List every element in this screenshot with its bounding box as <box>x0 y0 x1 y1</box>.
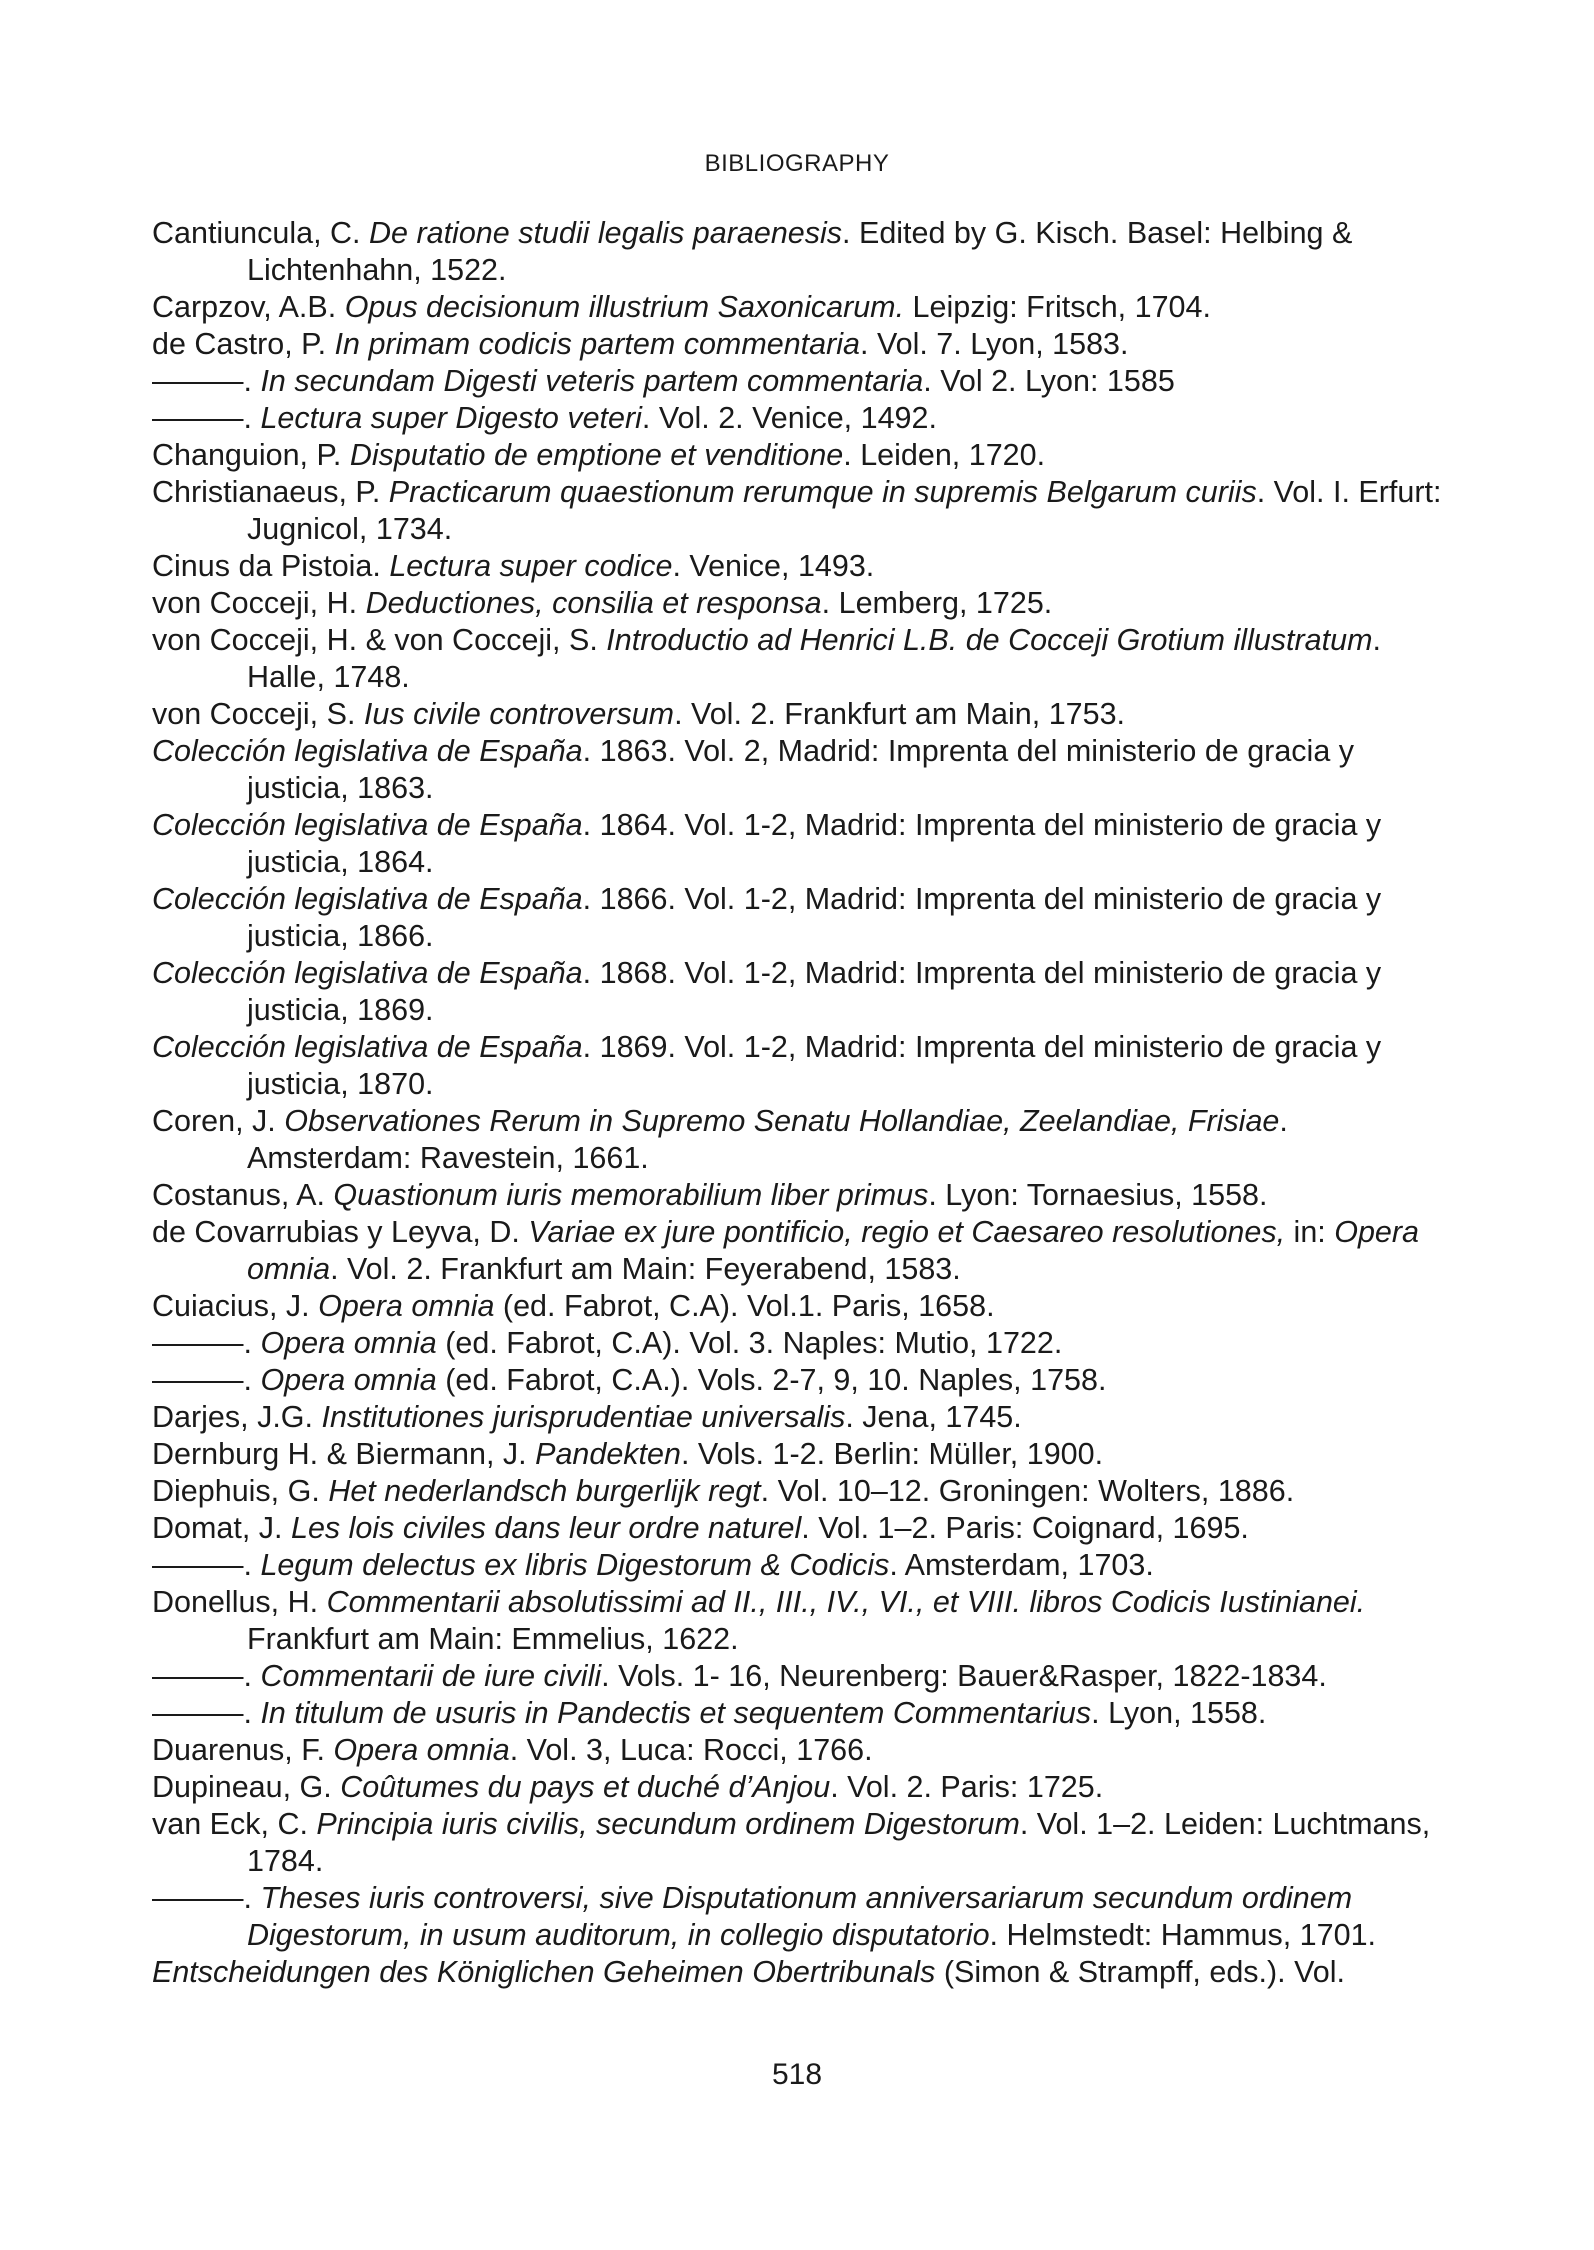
bibliography-entry <box>152 955 1452 1029</box>
entry-text: in: <box>1285 1215 1335 1249</box>
bibliography-entry <box>152 215 1452 289</box>
bibliography-entry <box>152 1880 1452 1954</box>
entry-text: ———. <box>152 401 261 435</box>
entry-title: Observationes Rerum in Supremo Senatu Hollandiae, Zeelandiae, Frisiae <box>284 1104 1280 1138</box>
entry-text: . 1866. Vol. 1-2, Madrid: Imprenta del ministerio de gracia y justicia, 1866. <box>247 882 1382 953</box>
entry-text: . Helmstedt: Hammus, 1701. <box>989 1918 1377 1952</box>
entry-text: . Amsterdam, 1703. <box>889 1548 1154 1582</box>
entry-text: . Vol. 1–2. Leiden: Luchtmans, 1784. <box>247 1807 1431 1878</box>
bibliography-entry <box>152 1436 1452 1473</box>
entry-title: Colección legislativa de España <box>152 1030 583 1064</box>
bibliography-entry <box>152 622 1452 696</box>
entry-title: Opera omnia <box>260 1326 437 1360</box>
bibliography-entry <box>152 437 1452 474</box>
bibliography-entry <box>152 1103 1452 1177</box>
entry-title: Colección legislativa de España <box>152 808 583 842</box>
entry-title: Practicarum quaestionum rerumque in supremis Belgarum curiis <box>388 475 1257 509</box>
entry-text: . Amsterdam: Ravestein, 1661. <box>247 1104 1288 1175</box>
entry-text: (ed. Fabrot, C.A). Vol. 3. Naples: Mutio, 1722. <box>436 1326 1063 1360</box>
entry-title: Introductio ad Henrici L.B. de Cocceji Grotium illustratum <box>606 623 1373 657</box>
entry-text: Costanus, A. <box>152 1178 334 1212</box>
bibliography-entry <box>152 363 1452 400</box>
bibliography-list <box>152 215 1452 1991</box>
bibliography-entry <box>152 585 1452 622</box>
entry-text: ———. <box>152 1548 261 1582</box>
entry-text: . 1869. Vol. 1-2, Madrid: Imprenta del ministerio de gracia y justicia, 1870. <box>247 1030 1382 1101</box>
entry-title: Deductiones, consilia et responsa <box>365 586 822 620</box>
entry-text: Frankfurt am Main: Emmelius, 1622. <box>247 1622 739 1656</box>
bibliography-entry <box>152 1732 1452 1769</box>
entry-text: . Vol. 2. Frankfurt am Main: Feyerabend, 1583. <box>330 1252 961 1286</box>
entry-text: ———. <box>152 364 261 398</box>
entry-text: . Leiden, 1720. <box>843 438 1046 472</box>
entry-title: Variae ex jure pontificio, regio et Caesareo resolutiones, <box>528 1215 1286 1249</box>
entry-text: (ed. Fabrot, C.A.). Vols. 2-7, 9, 10. Naples, 1758. <box>436 1363 1107 1397</box>
entry-title: Lectura super codice <box>389 549 673 583</box>
entry-text: ———. <box>152 1363 261 1397</box>
entry-title: Opus decisionum illustrium Saxonicarum. <box>344 290 905 324</box>
entry-text: . Lyon: Tornaesius, 1558. <box>928 1178 1268 1212</box>
entry-text: Carpzov, A.B. <box>152 290 345 324</box>
bibliography-entry <box>152 1584 1452 1658</box>
bibliography-entry <box>152 1695 1452 1732</box>
entry-title: Opera omnia <box>260 1363 437 1397</box>
entry-text: ———. <box>152 1659 261 1693</box>
entry-text: . 1863. Vol. 2, Madrid: Imprenta del ministerio de gracia y justicia, 1863. <box>247 734 1355 805</box>
entry-text: . Vol. 2. Paris: 1725. <box>830 1770 1104 1804</box>
bibliography-entry <box>152 733 1452 807</box>
entry-title: Colección legislativa de España <box>152 734 583 768</box>
entry-text: de Castro, P. <box>152 327 335 361</box>
entry-text: . 1868. Vol. 1-2, Madrid: Imprenta del ministerio de gracia y justicia, 1869. <box>247 956 1382 1027</box>
entry-title: Pandekten <box>535 1437 681 1471</box>
entry-title: Commentarii de iure civili <box>260 1659 602 1693</box>
entry-text: van Eck, C. <box>152 1807 317 1841</box>
entry-text: . Jena, 1745. <box>845 1400 1022 1434</box>
entry-title: Coûtumes du pays et duché d’Anjou <box>340 1770 831 1804</box>
entry-text: Leipzig: Fritsch, 1704. <box>904 290 1211 324</box>
entry-text: ———. <box>152 1696 261 1730</box>
entry-text: Dupineau, G. <box>152 1770 341 1804</box>
entry-title: Het nederlandsch burgerlijk regt <box>328 1474 761 1508</box>
entry-title: In titulum de usuris in Pandectis et sequentem Commentarius <box>260 1696 1092 1730</box>
entry-title: Quastionum iuris memorabilium liber primus <box>333 1178 929 1212</box>
bibliography-entry <box>152 1806 1452 1880</box>
bibliography-entry <box>152 1769 1452 1806</box>
entry-text: Christianaeus, P. <box>152 475 389 509</box>
entry-text: Cinus da Pistoia. <box>152 549 390 583</box>
entry-title: Colección legislativa de España <box>152 882 583 916</box>
running-head: BIBLIOGRAPHY <box>704 150 890 177</box>
entry-text: . Vol. I. Erfurt: Jugnicol, 1734. <box>247 475 1442 546</box>
bibliography-entry <box>152 1473 1452 1510</box>
entry-text: ———. <box>152 1881 261 1915</box>
entry-text: Coren, J. <box>152 1104 285 1138</box>
bibliography-entry <box>152 1288 1452 1325</box>
bibliography-entry <box>152 1177 1452 1214</box>
entry-text: ———. <box>152 1326 261 1360</box>
bibliography-entry <box>152 289 1452 326</box>
entry-text: Duarenus, F. <box>152 1733 334 1767</box>
entry-text: . Vols. 1- 16, Neurenberg: Bauer&Rasper, 1822-1834. <box>601 1659 1327 1693</box>
bibliography-entry <box>152 1029 1452 1103</box>
entry-title: Institutiones jurisprudentiae universalis <box>321 1400 846 1434</box>
entry-text: Cantiuncula, C. <box>152 216 369 250</box>
entry-title: Les lois civiles dans leur ordre naturel <box>290 1511 802 1545</box>
entry-text: . Vols. 1-2. Berlin: Müller, 1900. <box>680 1437 1104 1471</box>
entry-title: Entscheidungen des Königlichen Geheimen Obertribunals <box>152 1955 936 1989</box>
entry-title: Disputatio de emptione et venditione <box>349 438 844 472</box>
bibliography-entry <box>152 548 1452 585</box>
bibliography-entry <box>152 1954 1452 1991</box>
bibliography-entry <box>152 1214 1452 1288</box>
entry-text: von Cocceji, H. <box>152 586 366 620</box>
entry-title: Theses iuris controversi, sive Disputationum anniversariarum secundum ordinem Digestorum, in usum auditorum, in collegio disputatorio <box>247 1881 1353 1952</box>
entry-text: . Vol. 7. Lyon, 1583. <box>860 327 1129 361</box>
bibliography-entry <box>152 807 1452 881</box>
entry-title: Commentarii absolutissimi ad II., III., IV., VI., et VIII. libros Codicis Iustinianei. <box>326 1585 1366 1619</box>
bibliography-entry <box>152 326 1452 363</box>
bibliography-entry <box>152 1325 1452 1362</box>
entry-text: . Edited by G. Kisch. Basel: Helbing & Lichtenhahn, 1522. <box>247 216 1353 287</box>
entry-text: von Cocceji, H. & von Cocceji, S. <box>152 623 607 657</box>
entry-text: . Lyon, 1558. <box>1091 1696 1267 1730</box>
entry-text: . Vol. 2. Venice, 1492. <box>641 401 937 435</box>
entry-text: Diephuis, G. <box>152 1474 329 1508</box>
entry-text: . Lemberg, 1725. <box>821 586 1053 620</box>
entry-text: (Simon & Strampff, eds.). Vol. <box>935 1955 1345 1989</box>
entry-title: Opera omnia <box>333 1733 510 1767</box>
bibliography-entry <box>152 1399 1452 1436</box>
bibliography-entry <box>152 1547 1452 1584</box>
entry-title: Legum delectus ex libris Digestorum & Codicis <box>260 1548 890 1582</box>
bibliography-entry <box>152 474 1452 548</box>
entry-text: . Vol. 10–12. Groningen: Wolters, 1886. <box>760 1474 1295 1508</box>
bibliography-entry <box>152 1658 1452 1695</box>
entry-text: Domat, J. <box>152 1511 291 1545</box>
entry-text: . 1864. Vol. 1-2, Madrid: Imprenta del ministerio de gracia y justicia, 1864. <box>247 808 1382 879</box>
entry-text: Dernburg H. & Biermann, J. <box>152 1437 536 1471</box>
entry-title: Lectura super Digesto veteri <box>260 401 642 435</box>
entry-title: Opera omnia <box>247 1215 1420 1286</box>
entry-text: . Vol 2. Lyon: 1585 <box>923 364 1175 398</box>
entry-text: de Covarrubias y Leyva, D. <box>152 1215 529 1249</box>
entry-text: . Vol. 3, Luca: Rocci, 1766. <box>509 1733 873 1767</box>
entry-title: Opera omnia <box>318 1289 495 1323</box>
entry-title: In secundam Digesti veteris partem commentaria <box>260 364 924 398</box>
entry-title: Principia iuris civilis, secundum ordinem Digestorum <box>316 1807 1020 1841</box>
entry-title: Colección legislativa de España <box>152 956 583 990</box>
entry-text: von Cocceji, S. <box>152 697 364 731</box>
bibliography-entry <box>152 1362 1452 1399</box>
entry-title: De ratione studii legalis paraenesis <box>369 216 843 250</box>
bibliography-entry <box>152 881 1452 955</box>
entry-text: (ed. Fabrot, C.A). Vol.1. Paris, 1658. <box>494 1289 995 1323</box>
entry-text: . Venice, 1493. <box>672 549 875 583</box>
entry-text: Darjes, J.G. <box>152 1400 322 1434</box>
bibliography-entry <box>152 400 1452 437</box>
entry-text: . Vol. 2. Frankfurt am Main, 1753. <box>674 697 1126 731</box>
entry-text: Donellus, H. <box>152 1585 327 1619</box>
entry-text: . Halle, 1748. <box>247 623 1381 694</box>
entry-text: . Vol. 1–2. Paris: Coignard, 1695. <box>801 1511 1249 1545</box>
entry-text: Cuiacius, J. <box>152 1289 319 1323</box>
bibliography-entry <box>152 1510 1452 1547</box>
bibliography-entry <box>152 696 1452 733</box>
entry-text: Changuion, P. <box>152 438 350 472</box>
page-number: 518 <box>771 2058 823 2091</box>
entry-title: In primam codicis partem commentaria <box>334 327 860 361</box>
entry-title: Ius civile controversum <box>363 697 675 731</box>
